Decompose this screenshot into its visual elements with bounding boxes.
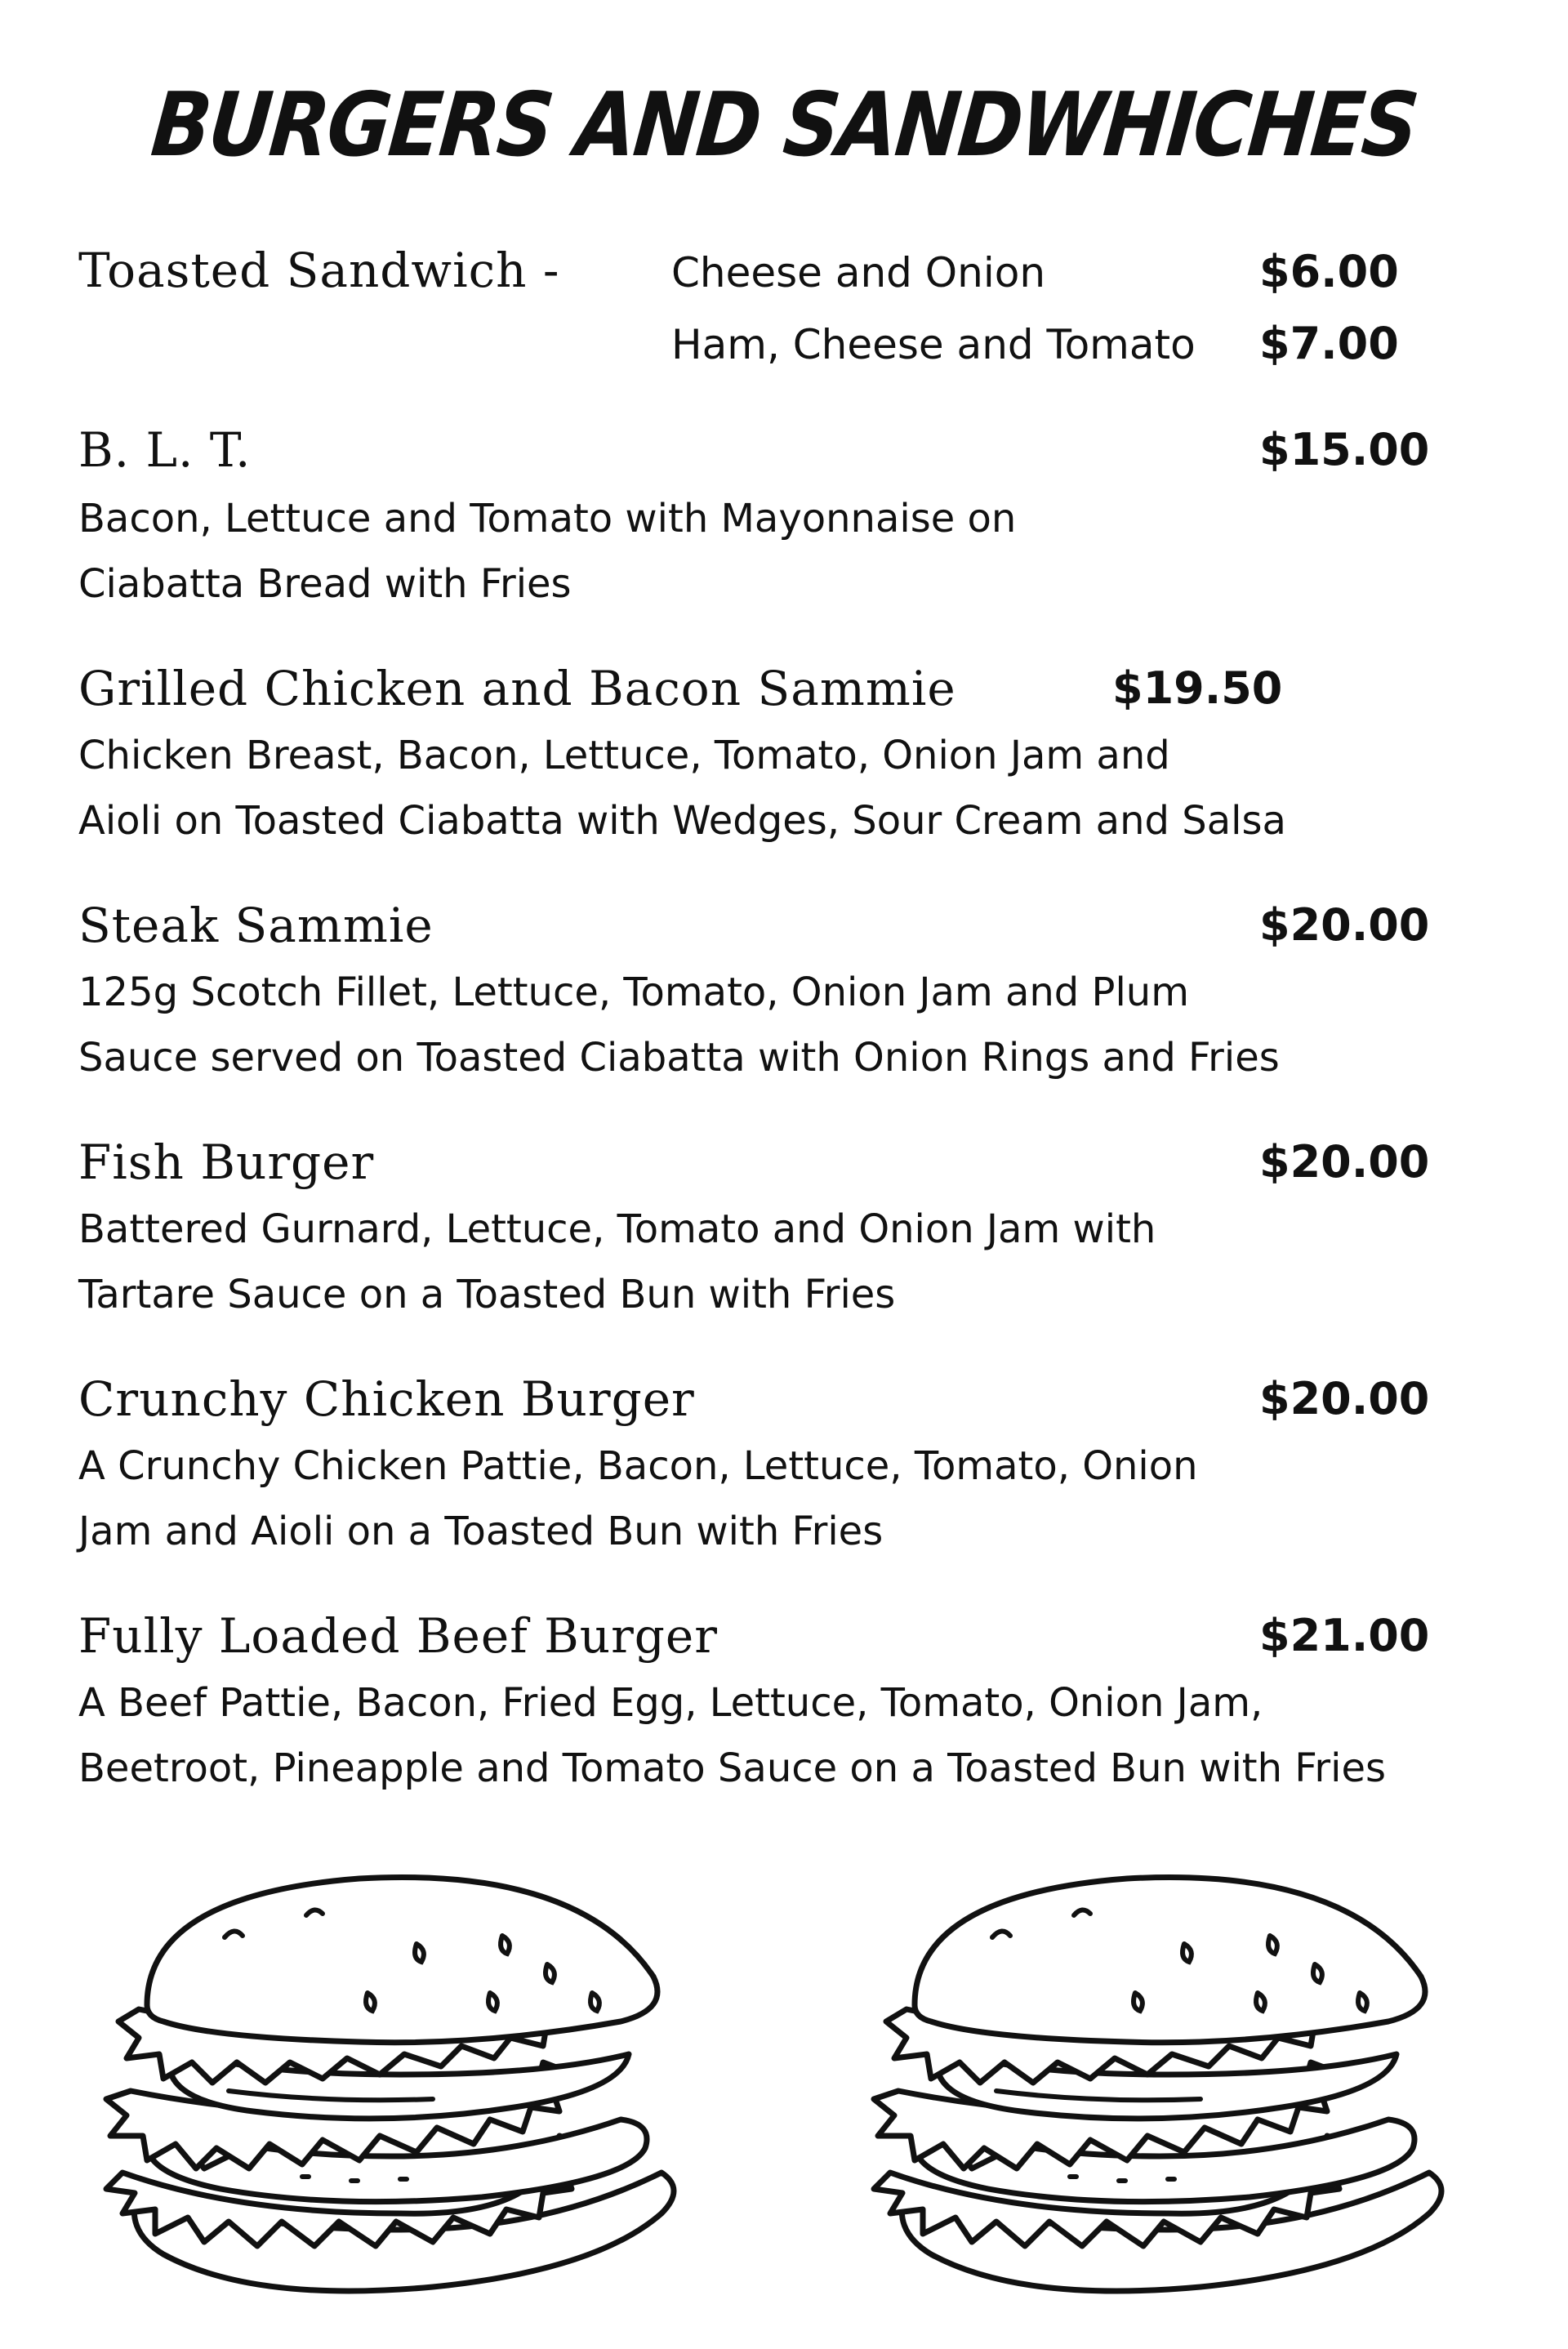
item-name: Fish Burger xyxy=(78,1134,375,1190)
item-price: $19.50 xyxy=(1112,662,1283,714)
toasted-option-price: $7.00 xyxy=(1259,318,1399,369)
item-name: B. L. T. xyxy=(78,422,252,478)
item-name: Fully Loaded Beef Burger xyxy=(78,1608,718,1664)
item-name: Crunchy Chicken Burger xyxy=(78,1371,695,1427)
burger-illustration xyxy=(90,1846,727,2303)
burger-illustration xyxy=(858,1846,1494,2303)
item-description: Sauce served on Toasted Ciabatta with Onion Rings and Fries xyxy=(78,1035,1280,1081)
item-description: Jam and Aioli on a Toasted Bun with Fries xyxy=(78,1509,884,1554)
item-price: $15.00 xyxy=(1259,424,1430,475)
item-price: $20.00 xyxy=(1259,899,1430,951)
item-name: Grilled Chicken and Bacon Sammie xyxy=(78,661,956,716)
item-description: Chicken Breast, Bacon, Lettuce, Tomato, Onion Jam and xyxy=(78,733,1170,778)
item-description: Aioli on Toasted Ciabatta with Wedges, Sour Cream and Salsa xyxy=(78,798,1286,844)
item-description: A Beef Pattie, Bacon, Fried Egg, Lettuce, Tomato, Onion Jam, xyxy=(78,1680,1263,1726)
item-description: 125g Scotch Fillet, Lettuce, Tomato, Onion Jam and Plum xyxy=(78,969,1189,1015)
menu-title: BURGERS AND SANDWHICHES xyxy=(147,74,1421,176)
toasted-sandwich-name: Toasted Sandwich - xyxy=(78,243,560,298)
toasted-option-price: $6.00 xyxy=(1259,246,1399,297)
item-description: Ciabatta Bread with Fries xyxy=(78,561,572,607)
toasted-option-label: Cheese and Onion xyxy=(671,249,1046,296)
item-description: Tartare Sauce on a Toasted Bun with Fries xyxy=(78,1272,896,1317)
item-description: Beetroot, Pineapple and Tomato Sauce on a Toasted Bun with Fries xyxy=(78,1745,1387,1791)
toasted-option-label: Ham, Cheese and Tomato xyxy=(671,321,1196,368)
item-price: $20.00 xyxy=(1259,1136,1430,1188)
item-price: $20.00 xyxy=(1259,1373,1430,1424)
item-name: Steak Sammie xyxy=(78,898,434,953)
item-description: A Crunchy Chicken Pattie, Bacon, Lettuce, Tomato, Onion xyxy=(78,1443,1198,1489)
item-description: Battered Gurnard, Lettuce, Tomato and Onion Jam with xyxy=(78,1206,1156,1252)
item-description: Bacon, Lettuce and Tomato with Mayonnaise on xyxy=(78,496,1017,542)
item-price: $21.00 xyxy=(1259,1610,1430,1661)
